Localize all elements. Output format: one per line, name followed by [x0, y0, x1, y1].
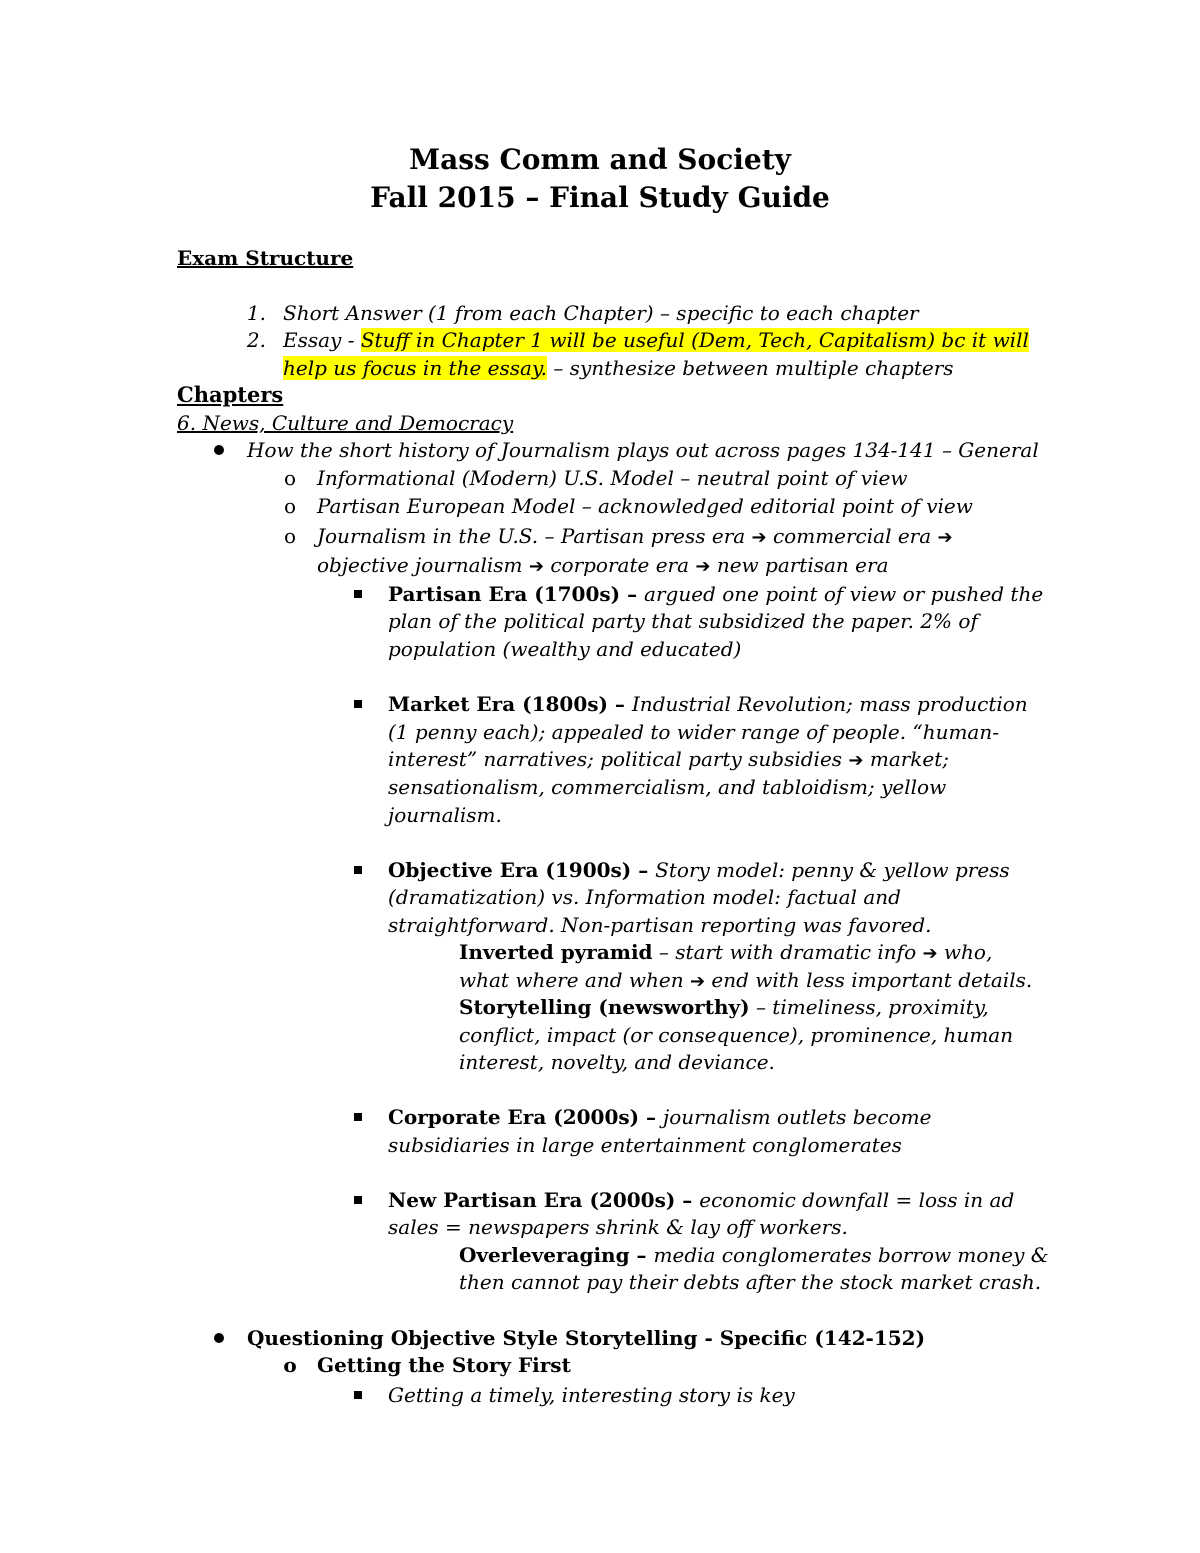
- arrow-right-icon: ➔: [937, 527, 953, 548]
- era-market-line5: journalism.: [388, 803, 502, 827]
- era-corporate-line1: [388, 1103, 931, 1131]
- text-run: – start with dramatic info: [652, 940, 923, 964]
- arrow-right-icon: ➔: [751, 527, 767, 548]
- arrow-right-icon: ➔: [848, 750, 864, 771]
- bullet-icon: [209, 436, 229, 464]
- exam-item-essay-line1: [283, 326, 1029, 354]
- square-bullet-icon: [348, 1381, 368, 1409]
- sub-item-journalism-us-line1: [317, 522, 953, 552]
- text-run: interest” narratives; political party subsidies: [388, 747, 849, 771]
- text-run: corporate era: [543, 553, 696, 577]
- document-title: Mass Comm and Society: [409, 143, 791, 176]
- era-new-partisan-line2: sales = newspapers shrink & lay off workers.: [388, 1215, 848, 1239]
- era-label: Market Era (1800s) –: [388, 692, 632, 716]
- inverted-pyramid-line2: [459, 966, 1032, 996]
- text-run: media conglomerates borrow money &: [653, 1243, 1049, 1267]
- highlighted-text: Stuff in Chapter 1 will be useful (Dem, Tech, Capitalism) bc it will: [360, 328, 1029, 352]
- term-label: Overleveraging –: [459, 1243, 654, 1267]
- highlighted-text: help us focus in the essay.: [283, 356, 547, 380]
- era-label: Corporate Era (2000s) –: [388, 1105, 664, 1129]
- storytelling-line2: conflict, impact (or consequence), prominence, human: [459, 1023, 1014, 1047]
- circle-bullet-icon: o: [283, 524, 297, 548]
- square-bullet-icon: [348, 580, 368, 608]
- era-market-line4: sensationalism, commercialism, and tabloidism; yellow: [388, 775, 947, 799]
- text-run: commercial era: [766, 524, 938, 548]
- square-bullet-icon: [348, 856, 368, 884]
- text-run: Industrial Revolution; mass production: [631, 692, 1028, 716]
- document-subtitle: Fall 2015 – Final Study Guide: [370, 181, 830, 214]
- arrow-right-icon: ➔: [689, 971, 706, 992]
- era-market-line3: [388, 745, 949, 775]
- square-bullet-icon: [348, 1186, 368, 1214]
- era-partisan-line2: plan of the political party that subsidized the paper. 2% of: [388, 609, 978, 633]
- term-label: Storytelling (newsworthy): [459, 995, 750, 1019]
- chapter-6-title: 6. News, Culture and Democracy: [177, 411, 514, 435]
- text-run: what where and when: [459, 968, 690, 992]
- text-run: economic downfall = loss in ad: [699, 1188, 1015, 1212]
- era-market-line2: (1 penny each); appealed to wider range of people. “human-: [388, 720, 999, 744]
- exam-structure-heading: Exam Structure: [177, 246, 354, 270]
- chapters-heading: Chapters: [177, 382, 284, 407]
- essay-suffix: – synthesize between multiple chapters: [546, 356, 954, 380]
- text-run: journalism outlets become: [663, 1105, 932, 1129]
- era-new-partisan-line1: [388, 1186, 1014, 1214]
- storytelling-line1: [459, 993, 989, 1021]
- era-market-line1: [388, 690, 1028, 718]
- essay-prefix: Essay -: [283, 328, 361, 352]
- text-run: new partisan era: [710, 553, 889, 577]
- sub-item-informational-model: Informational (Modern) U.S. Model – neutral point of view: [317, 466, 908, 490]
- circle-bullet-icon: o: [283, 466, 297, 490]
- era-label: Partisan Era (1700s) –: [388, 582, 645, 606]
- storytelling-line3: interest, novelty, and deviance.: [459, 1050, 775, 1074]
- circle-bullet-icon: o: [283, 1353, 297, 1377]
- bullet-history-journalism: How the short history of Journalism plays out across pages 134-141 – General: [247, 438, 1039, 462]
- era-objective-line1: [388, 856, 1010, 884]
- text-run: argued one point of view or pushed the: [644, 582, 1044, 606]
- era-corporate-line2: subsidiaries in large entertainment conglomerates: [388, 1133, 902, 1157]
- text-run: end with less important details.: [705, 968, 1033, 992]
- overleveraging-line2: then cannot pay their debts after the stock market crash.: [459, 1270, 1042, 1294]
- overleveraging-line1: [459, 1241, 1049, 1269]
- square-bullet-icon: [348, 1103, 368, 1131]
- arrow-right-icon: ➔: [922, 943, 938, 964]
- sub-item-journalism-us-line2: [317, 551, 889, 581]
- sub-item-getting-story-first: Getting the Story First: [317, 1353, 571, 1377]
- era-objective-line3: straightforward. Non-partisan reporting was favored.: [388, 913, 932, 937]
- square-bullet-icon: [348, 690, 368, 718]
- term-label: Inverted pyramid: [459, 940, 653, 964]
- text-run: – timeliness, proximity,: [749, 995, 989, 1019]
- sub-item-partisan-european: Partisan European Model – acknowledged editorial point of view: [317, 494, 973, 518]
- text-run: Story model: penny & yellow press: [655, 858, 1010, 882]
- exam-item-essay-line2: [283, 354, 954, 382]
- text-run: market;: [863, 747, 950, 771]
- inverted-pyramid-line1: [459, 938, 992, 968]
- text-run: Journalism in the U.S. – Partisan press era: [317, 524, 752, 548]
- era-partisan-line3: population (wealthy and educated): [388, 637, 742, 661]
- era-label: Objective Era (1900s) –: [388, 858, 656, 882]
- list-number: 2.: [246, 328, 266, 352]
- arrow-right-icon: ➔: [695, 556, 711, 577]
- bullet-questioning-objective: Questioning Objective Style Storytelling - Specific (142-152): [247, 1326, 926, 1350]
- era-objective-line2: (dramatization) vs. Information model: factual and: [388, 885, 901, 909]
- era-partisan-line1: [388, 580, 1043, 608]
- arrow-right-icon: ➔: [528, 556, 544, 577]
- exam-item-short-answer: Short Answer (1 from each Chapter) – specific to each chapter: [283, 301, 919, 325]
- bullet-icon: [209, 1324, 229, 1352]
- list-number: 1.: [246, 301, 266, 325]
- sub-sub-item-timely-story: Getting a timely, interesting story is key: [388, 1383, 795, 1407]
- text-run: objective journalism: [317, 553, 529, 577]
- circle-bullet-icon: o: [283, 494, 297, 518]
- era-label: New Partisan Era (2000s) –: [388, 1188, 700, 1212]
- text-run: who,: [937, 940, 993, 964]
